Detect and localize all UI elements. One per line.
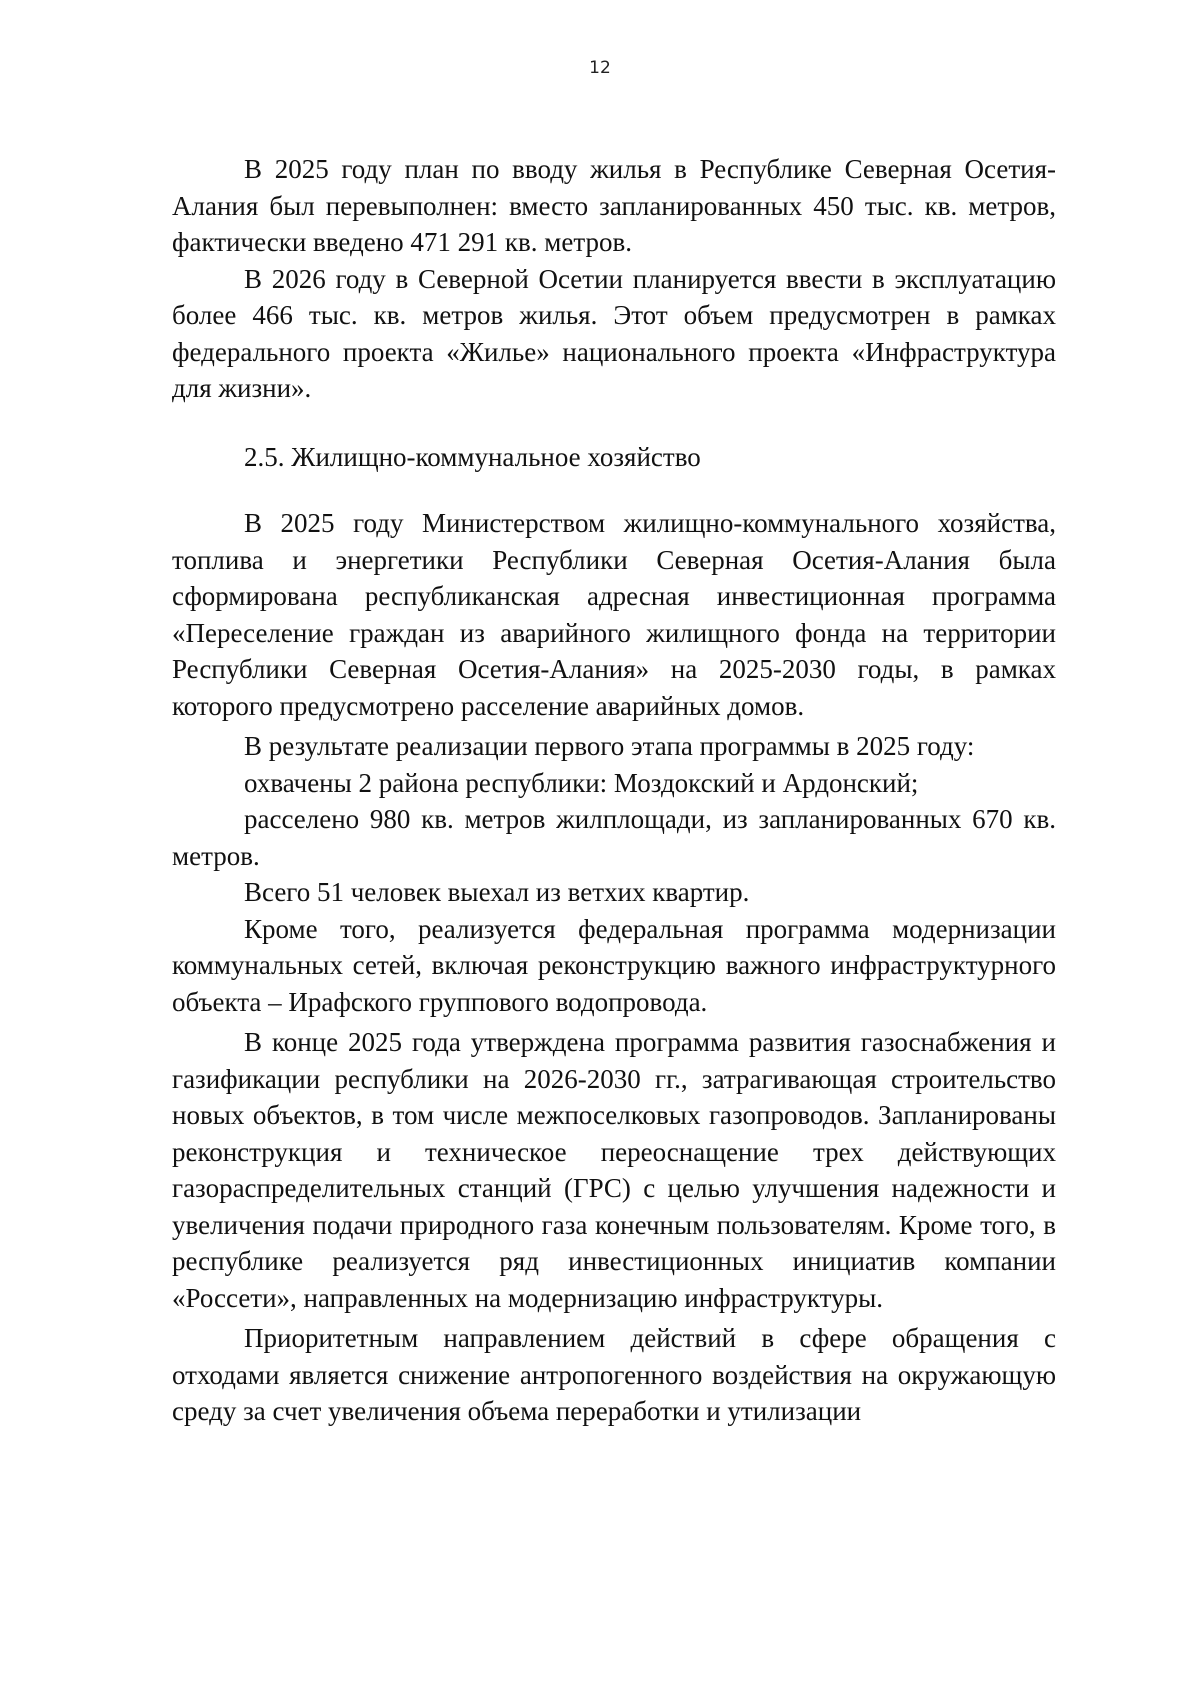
paragraph-resettlement-program: В 2025 году Министерством жилищно-коммунального хозяйства, топлива и энергетики Республики Северная Осетия-Алания была сформирована республиканская адресная инвестиционная программа «Переселение граждан из аварийного жилищного фонда на территории Республики Северная Осетия-Алания» на 2025-2030 годы, в рамках которого предусмотрено расселение аварийных домов. [172,508,1056,721]
page-number: 12 [589,58,611,78]
paragraph-housing-2025: В 2025 году план по вводу жилья в Республике Северная Осетия-Алания был перевыполнен: вместо запланированных 450 тыс. кв. метров, фактически введено 471 291 кв. метров. [172,154,1056,257]
section-heading: 2.5. Жилищно-коммунальное хозяйство [244,442,701,472]
paragraph-network-modernization: Кроме того, реализуется федеральная программа модернизации коммунальных сетей, включая реконструкцию важного инфраструктурного объекта – Ирафского группового водопровода. [172,913,1056,1017]
paragraph-gasification-program: В конце 2025 года утверждена программа развития газоснабжения и газификации республики на 2026-2030 гг., затрагивающая строительство новых объектов, в том числе межпоселковых газопроводов. Запланированы реконструкция и техническое переоснащение трех действующих газораспределительных станций (ГРС) с целью улучшения надежности и увеличения подачи природного газа конечным пользователям. Кроме того, в республике реализуется ряд инвестиционных инициатив компании «Россети», направленных на модернизацию инфраструктуры. [172,1027,1056,1313]
paragraph-districts-covered: охвачены 2 района республики: Моздокский и Ардонский; [244,767,919,798]
paragraph-housing-2026: В 2026 году в Северной Осетии планируется ввести в эксплуатацию более 466 тыс. кв. метров жилья. Этот объем предусмотрен в рамках федерального проекта «Жилье» национального проекта «Инфраструктура для жизни». [172,263,1056,403]
section-text-block [172,505,1056,1430]
paragraph-waste-management: Приоритетным направлением действий в сфере обращения с отходами является снижение антропогенного воздействия на окружающую среду за счет увеличения объема переработки и утилизации [172,1323,1056,1426]
intro-text-block [172,151,1056,407]
paragraph-first-stage-results: В результате реализации первого этапа программы в 2025 году: [244,731,975,761]
paragraph-resettled-area: расселено 980 кв. метров жилплощади, из запланированных 670 кв. метров. [172,804,1056,871]
paragraph-people-moved: Всего 51 человек выехал из ветхих квартир. [244,877,750,907]
section-heading-block [172,439,1056,476]
